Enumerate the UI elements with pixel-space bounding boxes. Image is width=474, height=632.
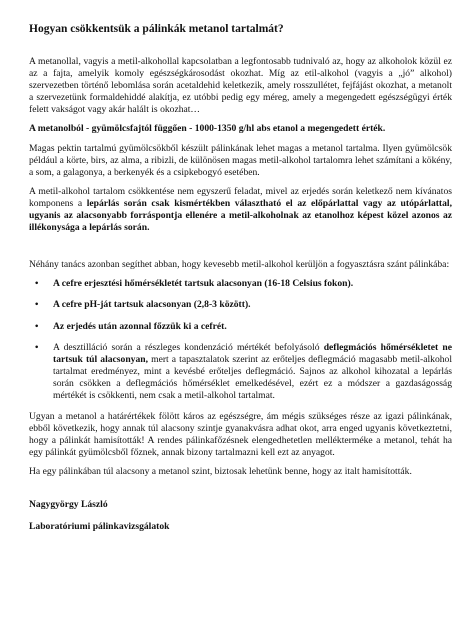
reduction-bold-text: lepárlás során csak kismértékben választható el az előpárlattal vagy az utópárlattal, ugyanis az alacsonyabb forráspontja ellenére a metil-alkoholnak az etanolhoz képest közel azonos az illékonysága a lepárlás során. bbox=[29, 197, 452, 234]
advice-intro-paragraph: Néhány tanács azonban segíthet abban, hogy kevesebb metil-alkohol kerüljön a fogyasztásra szánt pálinkába: bbox=[29, 259, 450, 271]
bullet-icon: • bbox=[35, 299, 39, 311]
closing-paragraph: Ha egy pálinkában túl alacsony a metanol szint, biztosak lehetünk benne, hogy az italt hamisították. bbox=[29, 466, 412, 478]
distill-bold-text: deflegmációs hőmérsékletet ne tartsuk túl alacsonyan, bbox=[53, 341, 452, 365]
bullet-icon: • bbox=[35, 278, 39, 290]
reduction-text: A metil-alkohol tartalom csökkentése nem egyszerű feladat, mivel az erjedés során keletkező nem kívánatos komponens a bbox=[29, 185, 452, 209]
tip-text: A cefre erjesztési hőmérsékletét tartsuk alacsonyan (16-18 Celsius fokon). bbox=[53, 278, 354, 290]
bullet-icon: • bbox=[35, 320, 39, 332]
list-item bbox=[29, 299, 452, 311]
distill-text-post: mert a tapasztalatok szerint az erőteljes deflegmáció magasabb metil-alkohol tartalmat eredményez, mint a kevésbé erőteljes deflegmáció. Sajnos az alkohol kihozatal a lepárlás során csökken a deflegmációs hőmérséklet emelkedésével, ezért ez a módszer a gazdaságosság mértékét is csökkenti, nem csak a metil-alkohol tartalmat. bbox=[53, 353, 453, 401]
list-item bbox=[29, 278, 452, 290]
bullet-icon: • bbox=[35, 341, 39, 353]
paragraph-spacer bbox=[29, 241, 452, 259]
distill-text: A desztilláció során a részleges kondenzáció mértékét befolyásoló bbox=[53, 341, 324, 353]
methanol-limit-statement: A metanolból - gyümölcsfajtól függően - 1000-1350 g/hl abs etanol a megengedett érték. bbox=[29, 123, 386, 135]
tips-list bbox=[29, 278, 452, 402]
list-item bbox=[29, 321, 452, 333]
author-organization: Laboratóriumi pálinkavizsgálatok bbox=[29, 520, 170, 532]
pectin-paragraph: Magas pektin tartalmú gyümölcsökből készült pálinkának lehet magas a metanol tartalma. Ilyen gyümölcsök például a körte, birs, az alma, a ribizli, de különösen magas metil-alkohol tartalomra lehet számítani a kökény, a som, a galagonya, a berkenyék és a csipkebogyó esetében. bbox=[29, 142, 452, 178]
fraud-paragraph: Ugyan a metanol a határértékek fölött káros az egészségre, ám mégis szükséges része az igazi pálinkának, ebből következik, hogy annak túl alacsony szintje gyanakvásra adhat okot, arra enged ugyanis következtetni, hogy a pálinkát hamisították! A rendes pálinkafőzésnek elengedhetetlen mellékterméke a metanol, tehát ha egy pálinkát gyümölcsből főznek, annak bizony tartalmazni kell ezt az anyagot. bbox=[29, 411, 452, 459]
reduction-paragraph bbox=[29, 186, 452, 234]
tip-text: Az erjedés után azonnal főzzük ki a cefrét. bbox=[53, 320, 227, 332]
author-name: Nagygyörgy László bbox=[29, 498, 108, 510]
intro-paragraph: A metanollal, vagyis a metil-alkohollal kapcsolatban a legfontosabb tudnivaló az, hogy az alkoholok közül ez az a fajta, amelyik komoly egészségkárosodást okozhat. Míg az etil-alkohol (vagyis a „jó” alkohol) szervezetben történő lebomlása során acetaldehid keletkezik, amely rosszullétet, fejfájást okozhat, a metanolt a szervezetünk formaldehiddé alakítja, ez utóbbi pedig egy méreg, amely a megengedett egészségügyi érték felett vakságot vagy akár halált is okozhat… bbox=[29, 56, 452, 116]
list-item bbox=[29, 342, 452, 402]
tip-text: A cefre pH-ját tartsuk alacsonyan (2,8-3 között). bbox=[53, 299, 251, 311]
document-title: Hogyan csökkentsük a pálinkák metanol tartalmát? bbox=[29, 23, 284, 35]
